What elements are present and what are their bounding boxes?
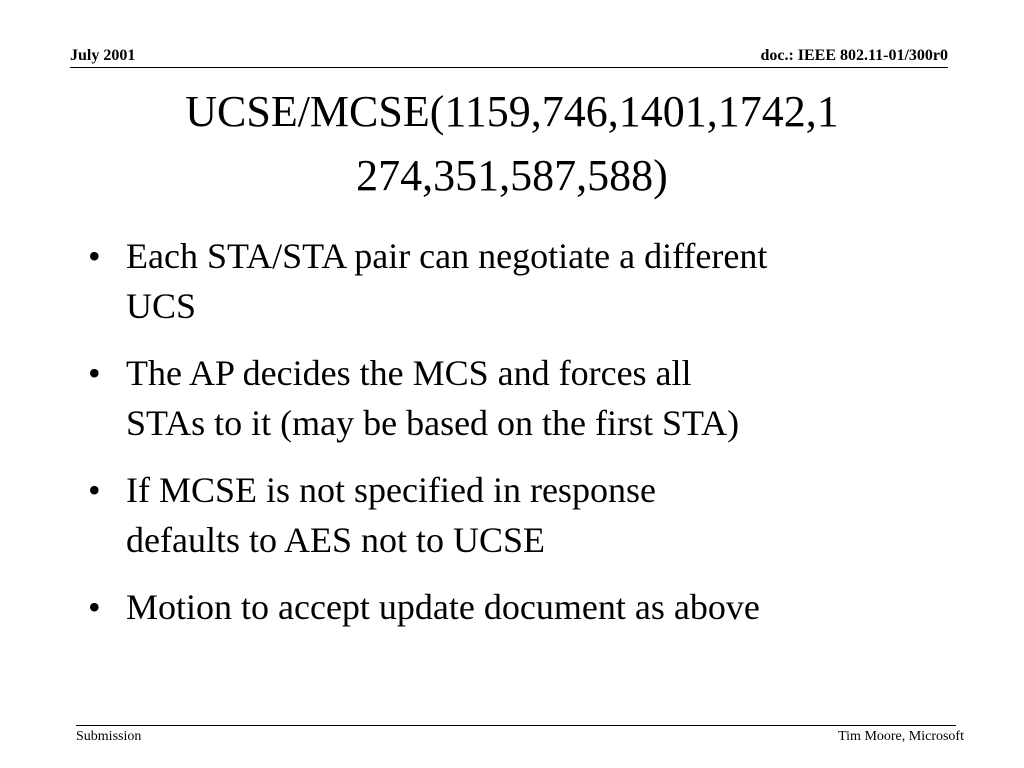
bullet-text-line-1: The AP decides the MCS and forces all <box>126 353 692 393</box>
bullet-list <box>88 231 958 649</box>
bullet-text-line-1: Each STA/STA pair can negotiate a different <box>126 236 768 276</box>
bullet-marker: • <box>88 587 101 627</box>
slide-title-line-2: 274,351,587,588) <box>356 151 668 200</box>
bullet-marker: • <box>88 236 101 276</box>
bullet-text-line-2: STAs to it (may be based on the first STA) <box>126 403 740 443</box>
header-divider <box>70 67 948 68</box>
bullet-marker: • <box>88 353 101 393</box>
bullet-text-line-2: defaults to AES not to UCSE <box>126 520 546 560</box>
bullet-text-line-1: Motion to accept update document as above <box>126 587 760 627</box>
bullet-text-line-2: UCS <box>126 286 197 326</box>
bullet-item-3 <box>88 465 958 565</box>
slide-title <box>70 80 954 208</box>
bullet-item-1 <box>88 231 958 331</box>
footer-divider <box>76 725 956 726</box>
bullet-text-line-1: If MCSE is not specified in response <box>126 470 656 510</box>
slide-title-line-1: UCSE/MCSE(1159,746,1401,1742,1 <box>185 87 839 136</box>
bullet-item-4 <box>88 582 958 632</box>
header-date: July 2001 <box>70 47 136 64</box>
bullet-marker: • <box>88 470 101 510</box>
footer-author: Tim Moore, Microsoft <box>838 729 964 744</box>
header-doc-id: doc.: IEEE 802.11-01/300r0 <box>760 47 948 64</box>
footer-submission: Submission <box>76 729 142 744</box>
bullet-item-2 <box>88 348 958 448</box>
